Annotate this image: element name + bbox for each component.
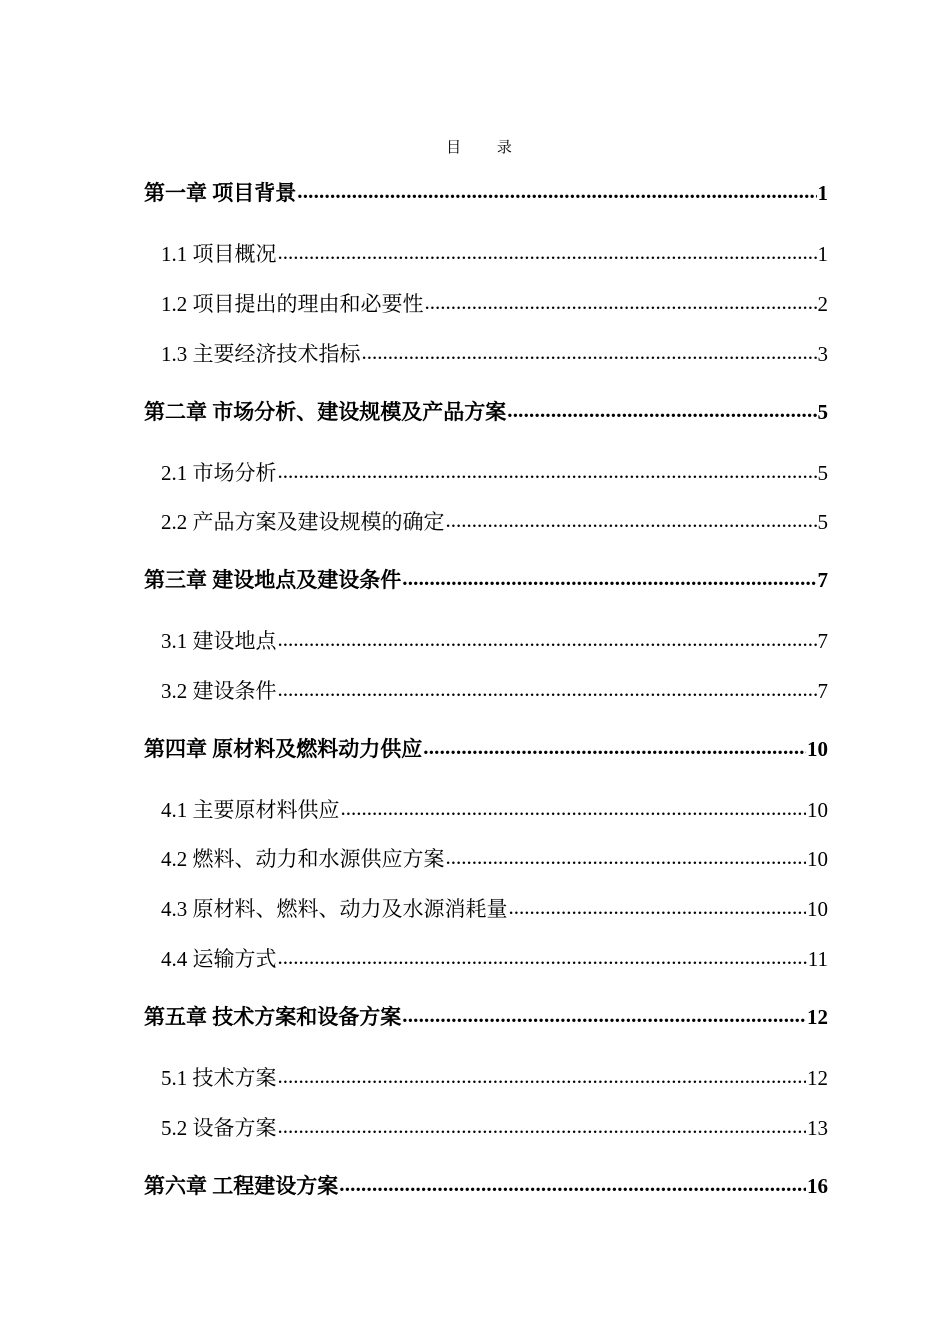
toc-section-3-2[interactable] — [161, 676, 828, 706]
toc-entry-label: 4.1 主要原材料供应 — [161, 798, 340, 822]
toc-page-number: 16 — [807, 1174, 828, 1198]
toc-page-number: 1 — [817, 181, 828, 205]
toc-chapter-5[interactable] — [144, 1002, 828, 1032]
toc-entry-label: 2.1 市场分析 — [161, 461, 277, 485]
toc-page-number: 1 — [817, 242, 828, 266]
toc-section-4-2[interactable] — [161, 844, 828, 874]
toc-dot-leader — [402, 566, 816, 587]
toc-entry-label: 5.2 设备方案 — [161, 1116, 277, 1140]
toc-chapter-1[interactable] — [144, 178, 828, 208]
toc-entry-label: 5.1 技术方案 — [161, 1066, 277, 1090]
toc-entry-label: 2.2 产品方案及建设规模的确定 — [161, 510, 445, 534]
toc-entry-label: 3.2 建设条件 — [161, 679, 277, 703]
toc-dot-leader — [278, 1064, 807, 1085]
toc-dot-leader — [278, 1114, 807, 1135]
toc-page-number: 12 — [807, 1005, 828, 1029]
toc-entry-label: 第四章 原材料及燃料动力供应 — [144, 737, 423, 761]
toc-dot-leader — [278, 240, 817, 261]
toc-chapter-3[interactable] — [144, 565, 828, 595]
toc-page-number: 10 — [807, 737, 828, 761]
toc-section-4-1[interactable] — [161, 795, 828, 825]
toc-page-number: 10 — [807, 847, 828, 871]
toc-dot-leader — [341, 796, 807, 817]
toc-page-number: 7 — [817, 568, 828, 592]
toc-entry-label: 第二章 市场分析、建设规模及产品方案 — [144, 400, 507, 424]
toc-dot-leader — [402, 1003, 806, 1024]
toc-section-1-1[interactable] — [161, 239, 828, 269]
toc-page-number: 10 — [807, 897, 828, 921]
toc-dot-leader — [507, 398, 816, 419]
toc-chapter-4[interactable] — [144, 734, 828, 764]
toc-page-number: 10 — [807, 798, 828, 822]
toc-dot-leader — [278, 627, 817, 648]
toc-page-number: 5 — [817, 510, 828, 534]
toc-dot-leader — [425, 290, 817, 311]
toc-section-3-1[interactable] — [161, 626, 828, 656]
toc-section-1-3[interactable] — [161, 339, 828, 369]
toc-entry-label: 1.1 项目概况 — [161, 242, 277, 266]
toc-section-2-1[interactable] — [161, 458, 828, 488]
toc-dot-leader — [278, 677, 817, 698]
toc-page-number: 11 — [807, 947, 828, 971]
toc-section-5-1[interactable] — [161, 1063, 828, 1093]
toc-entry-label: 4.3 原材料、燃料、动力及水源消耗量 — [161, 897, 508, 921]
toc-entry-label: 第一章 项目背景 — [144, 181, 297, 205]
toc-section-1-2[interactable] — [161, 289, 828, 319]
toc-entry-label: 1.2 项目提出的理由和必要性 — [161, 292, 424, 316]
toc-dot-leader — [362, 340, 817, 361]
toc-page-number: 5 — [817, 461, 828, 485]
toc-entry-label: 4.2 燃料、动力和水源供应方案 — [161, 847, 445, 871]
toc-dot-leader — [446, 845, 807, 866]
toc-page-number: 3 — [817, 342, 828, 366]
toc-page-number: 13 — [807, 1116, 828, 1140]
toc-section-5-2[interactable] — [161, 1113, 828, 1143]
toc-dot-leader — [509, 895, 807, 916]
toc-entry-label: 第六章 工程建设方案 — [144, 1174, 339, 1198]
toc-title: 目 录 — [446, 140, 528, 156]
toc-dot-leader — [278, 459, 817, 480]
toc-page-number: 7 — [817, 629, 828, 653]
toc-dot-leader — [446, 508, 817, 529]
toc-dot-leader — [278, 945, 807, 966]
toc-entry-label: 3.1 建设地点 — [161, 629, 277, 653]
toc-dot-leader — [423, 735, 806, 756]
toc-entry-label: 1.3 主要经济技术指标 — [161, 342, 361, 366]
toc-section-4-3[interactable] — [161, 894, 828, 924]
toc-page-number: 7 — [817, 679, 828, 703]
toc-entry-label: 4.4 运输方式 — [161, 947, 277, 971]
toc-page-number: 5 — [817, 400, 828, 424]
toc-dot-leader — [339, 1172, 806, 1193]
toc-section-2-2[interactable] — [161, 507, 828, 537]
toc-chapter-2[interactable] — [144, 397, 828, 427]
toc-section-4-4[interactable] — [161, 944, 828, 974]
toc-entry-label: 第三章 建设地点及建设条件 — [144, 568, 402, 592]
toc-chapter-6[interactable] — [144, 1171, 828, 1201]
toc-page-number: 12 — [807, 1066, 828, 1090]
toc-dot-leader — [297, 179, 816, 200]
toc-entry-label: 第五章 技术方案和设备方案 — [144, 1005, 402, 1029]
toc-page-number: 2 — [817, 292, 828, 316]
